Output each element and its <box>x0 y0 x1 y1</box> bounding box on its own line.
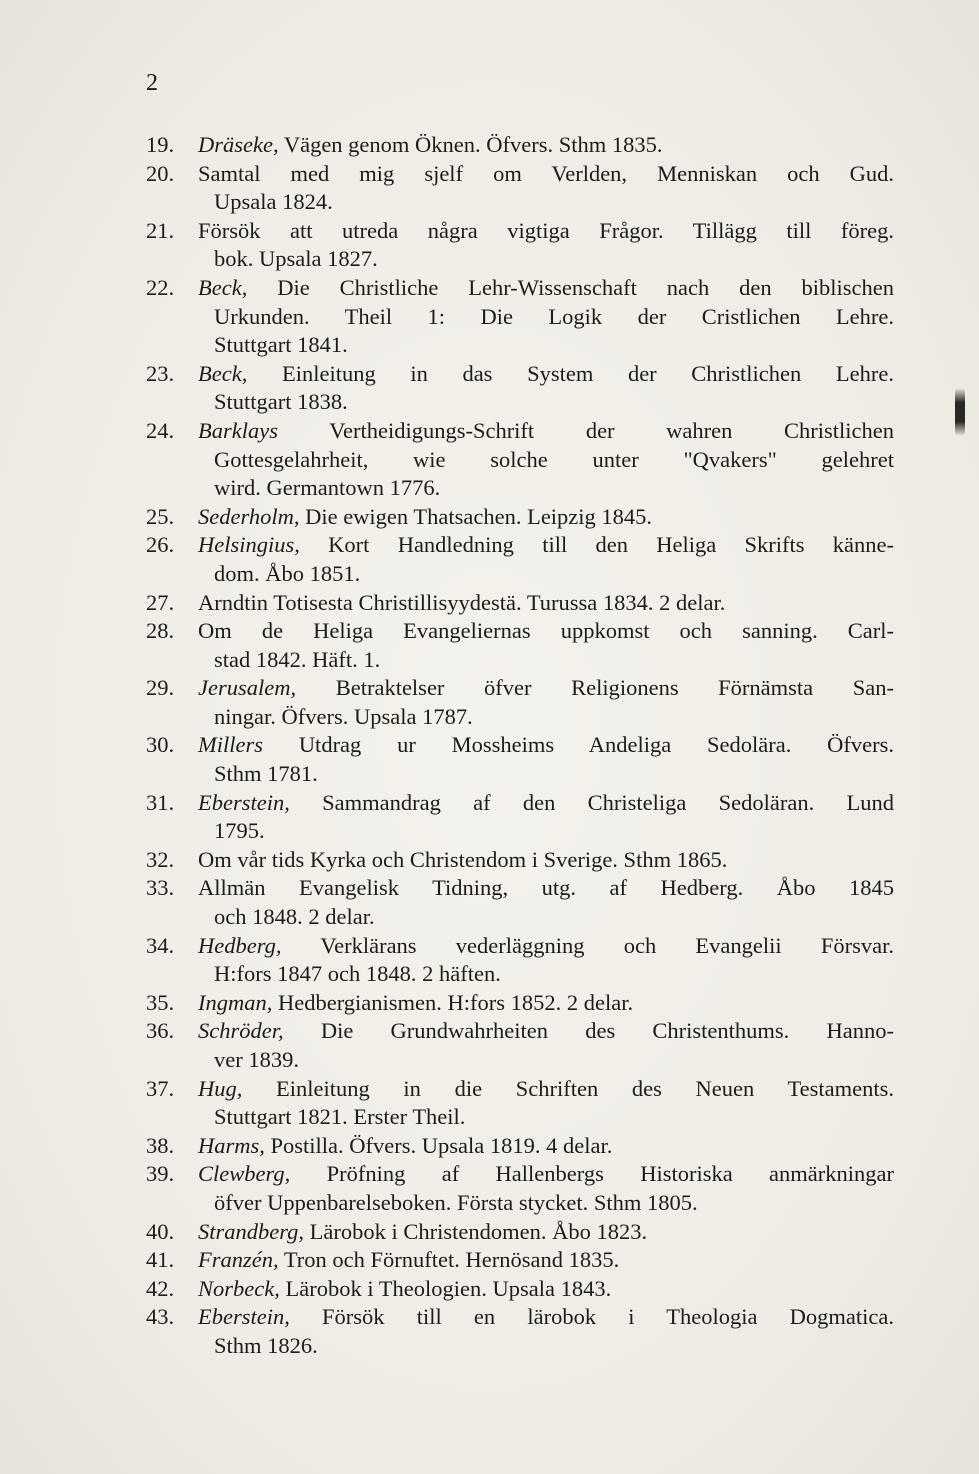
entry-text: Om vår tids Kyrka och Christendom i Sverige. Sthm 1865. <box>198 846 728 872</box>
entry-number: 22. <box>146 274 175 300</box>
entry-number: 35. <box>146 989 175 1015</box>
entry-author: Eberstein, <box>198 1304 290 1330</box>
bibliography-entry <box>146 1218 894 1247</box>
entry-author: Beck, <box>198 360 248 386</box>
entry-number: 39. <box>146 1161 175 1187</box>
entry-line <box>198 731 894 760</box>
entry-line <box>198 531 894 560</box>
entry-line <box>198 674 894 703</box>
entry-text: Einleitung in das System der Christlichen Lehre. <box>281 360 894 386</box>
bibliography-entry <box>146 131 894 160</box>
entry-line <box>198 817 894 846</box>
entry-text: Sthm 1781. <box>214 761 318 787</box>
entry-line <box>198 160 894 189</box>
bibliography-entry <box>146 674 894 731</box>
entry-text: Tron och Förnuftet. Hernösand 1835. <box>283 1247 620 1273</box>
entry-line <box>198 1132 894 1161</box>
entry-text: och 1848. 2 delar. <box>214 904 375 930</box>
bibliography-entry <box>146 874 894 931</box>
entry-line <box>198 1303 894 1332</box>
entry-text: Stuttgart 1838. <box>214 389 348 415</box>
entry-line <box>198 1218 894 1247</box>
entry-line <box>198 303 894 332</box>
entry-line <box>198 646 894 675</box>
bibliography-entry <box>146 217 894 274</box>
entry-number: 21. <box>146 217 175 243</box>
bibliography-entry <box>146 1075 894 1132</box>
entry-number: 27. <box>146 589 175 615</box>
entry-line <box>198 789 894 818</box>
entry-line <box>198 474 894 503</box>
entry-line <box>198 989 894 1018</box>
bibliography-entry <box>146 589 894 618</box>
entry-text: Stuttgart 1841. <box>214 332 348 358</box>
entry-text: Hedbergianismen. H:fors 1852. 2 delar. <box>278 989 634 1015</box>
entry-author: Hug, <box>198 1075 243 1101</box>
entry-number: 43. <box>146 1304 175 1330</box>
entry-text: Postilla. Öfvers. Upsala 1819. 4 delar. <box>270 1132 613 1158</box>
entry-line <box>198 1160 894 1189</box>
bibliography-entry <box>146 1246 894 1275</box>
entry-number: 37. <box>146 1075 175 1101</box>
entry-text: Sammandrag af den Christeliga Sedoläran. Lund <box>322 789 894 815</box>
entry-text: Pröfning af Hallenbergs Historiska anmärkningar <box>326 1161 894 1187</box>
entry-line <box>198 388 894 417</box>
entry-text: Die ewigen Thatsachen. Leipzig 1845. <box>305 503 653 529</box>
entry-line <box>198 217 894 246</box>
bibliography-entry <box>146 417 894 503</box>
entry-line <box>198 331 894 360</box>
bibliography-entry <box>146 360 894 417</box>
entry-number: 42. <box>146 1275 175 1301</box>
entry-number: 19. <box>146 132 175 157</box>
entry-author: Sederholm, <box>198 503 300 529</box>
entry-text: Försök till en lärobok i Theologia Dogmatica. <box>322 1304 895 1330</box>
entry-number: 36. <box>146 1018 175 1044</box>
entry-author: Hedberg, <box>198 932 282 958</box>
entry-line <box>198 760 894 789</box>
bibliography-entry <box>146 1303 894 1360</box>
bibliography-entry <box>146 274 894 360</box>
bibliography-list <box>146 131 894 1361</box>
entry-number: 23. <box>146 360 175 386</box>
entry-line <box>198 960 894 989</box>
bibliography-entry <box>146 1017 894 1074</box>
entry-author: Harms, <box>198 1132 265 1158</box>
entry-author: Franzén, <box>198 1247 279 1273</box>
entry-author: Millers <box>198 732 263 758</box>
entry-text: Stuttgart 1821. Erster Theil. <box>214 1104 466 1130</box>
entry-text: 1795. <box>214 818 265 844</box>
entry-line <box>198 1075 894 1104</box>
entry-author: Dräseke, <box>198 132 279 157</box>
entry-line <box>198 589 894 618</box>
entry-text: stad 1842. Häft. 1. <box>214 646 381 672</box>
entry-line <box>198 503 894 532</box>
entry-line <box>198 617 894 646</box>
entry-text: Vägen genom Öknen. Öfvers. Sthm 1835. <box>283 132 663 157</box>
entry-text: H:fors 1847 och 1848. 2 häften. <box>214 961 501 987</box>
entry-line <box>198 1275 894 1304</box>
entry-line <box>198 1103 894 1132</box>
entry-line <box>198 417 894 446</box>
entry-text: Utdrag ur Mossheims Andeliga Sedolära. Öfvers. <box>298 732 894 758</box>
entry-author: Clewberg, <box>198 1161 291 1187</box>
bibliography-entry <box>146 932 894 989</box>
bibliography-entry <box>146 1160 894 1217</box>
entry-line <box>198 560 894 589</box>
ink-smudge <box>955 388 965 436</box>
entry-text: Lärobok i Christendomen. Åbo 1823. <box>309 1218 648 1244</box>
entry-text: Kort Handledning till den Heliga Skrifts känne- <box>328 532 895 558</box>
entry-text: Gottesgelahrheit, wie solche unter "Qvakers" gelehret <box>214 446 894 472</box>
bibliography-entry <box>146 731 894 788</box>
entry-text: wird. Germantown 1776. <box>214 475 441 501</box>
entry-author: Helsingius, <box>198 532 300 558</box>
page-number: 2 <box>146 70 158 96</box>
entry-text: Vertheidigungs-Schrift der wahren Christlichen <box>329 417 895 443</box>
bibliography-entry <box>146 617 894 674</box>
entry-line <box>198 1189 894 1218</box>
entry-text: Om de Heliga Evangeliernas uppkomst och sanning. Carl- <box>198 618 894 644</box>
entry-line <box>198 360 894 389</box>
entry-author: Norbeck, <box>198 1275 280 1301</box>
entry-text: Betraktelser öfver Religionens Förnämsta San- <box>335 675 894 701</box>
entry-number: 30. <box>146 732 175 758</box>
entry-number: 38. <box>146 1132 175 1158</box>
entry-line <box>198 131 894 160</box>
entry-text: Urkunden. Theil 1: Die Logik der Cristlichen Lehre. <box>214 303 894 329</box>
entry-number: 24. <box>146 417 175 443</box>
entry-line <box>198 1246 894 1275</box>
bibliography-entry <box>146 531 894 588</box>
entry-line <box>198 245 894 274</box>
entry-author: Beck, <box>198 274 248 300</box>
entry-line <box>198 1332 894 1361</box>
entry-author: Strandberg, <box>198 1218 305 1244</box>
bibliography-entry <box>146 160 894 217</box>
entry-number: 29. <box>146 675 175 701</box>
entry-number: 33. <box>146 875 175 901</box>
entry-text: Verklärans vederläggning och Evangelii Försvar. <box>320 932 895 958</box>
entry-number: 40. <box>146 1218 175 1244</box>
entry-line <box>198 703 894 732</box>
entry-text: Sthm 1826. <box>214 1332 318 1358</box>
entry-text: Die Christliche Lehr-Wissenschaft nach den biblischen <box>277 274 894 300</box>
entry-number: 31. <box>146 789 175 815</box>
entry-number: 32. <box>146 846 175 872</box>
entry-line <box>198 1017 894 1046</box>
entry-number: 28. <box>146 618 175 644</box>
entry-line <box>198 903 894 932</box>
entry-line <box>198 874 894 903</box>
entry-text: ver 1839. <box>214 1047 299 1072</box>
entry-text: öfver Uppenbarelseboken. Första stycket. Sthm 1805. <box>214 1189 698 1215</box>
entry-line <box>198 1046 894 1075</box>
entry-line <box>198 932 894 961</box>
entry-text: Allmän Evangelisk Tidning, utg. af Hedberg. Åbo 1845 <box>198 875 894 901</box>
entry-text: Upsala 1824. <box>214 189 333 215</box>
entry-text: Arndtin Totisesta Christillisyydestä. Turussa 1834. 2 delar. <box>198 589 726 615</box>
bibliography-entry <box>146 989 894 1018</box>
entry-number: 25. <box>146 503 175 529</box>
entry-line <box>198 274 894 303</box>
entry-author: Eberstein, <box>198 789 290 815</box>
entry-number: 26. <box>146 532 175 558</box>
entry-line <box>198 188 894 217</box>
entry-text: Lärobok i Theologien. Upsala 1843. <box>285 1275 612 1301</box>
entry-author: Barklays <box>198 417 278 443</box>
entry-line <box>198 846 894 875</box>
bibliography-entry <box>146 846 894 875</box>
entry-text: Samtal med mig sjelf om Verlden, Menniskan och Gud. <box>198 160 894 186</box>
entry-number: 20. <box>146 160 175 186</box>
entry-text: Försök att utreda några vigtiga Frågor. Tillägg till föreg. <box>198 217 894 243</box>
entry-number: 41. <box>146 1247 175 1273</box>
entry-author: Schröder, <box>198 1018 284 1044</box>
bibliography-entry <box>146 1132 894 1161</box>
entry-text: bok. Upsala 1827. <box>214 246 378 272</box>
entry-author: Ingman, <box>198 989 273 1015</box>
entry-text: Die Grundwahrheiten des Christenthums. Hanno- <box>320 1018 894 1044</box>
bibliography-entry <box>146 1275 894 1304</box>
entry-text: ningar. Öfvers. Upsala 1787. <box>214 703 473 729</box>
entry-line <box>198 446 894 475</box>
entry-author: Jerusalem, <box>198 675 297 701</box>
bibliography-entry <box>146 503 894 532</box>
entry-text: Einleitung in die Schriften des Neuen Testaments. <box>276 1075 894 1101</box>
entry-text: dom. Åbo 1851. <box>214 560 361 586</box>
entry-number: 34. <box>146 932 175 958</box>
bibliography-entry <box>146 789 894 846</box>
